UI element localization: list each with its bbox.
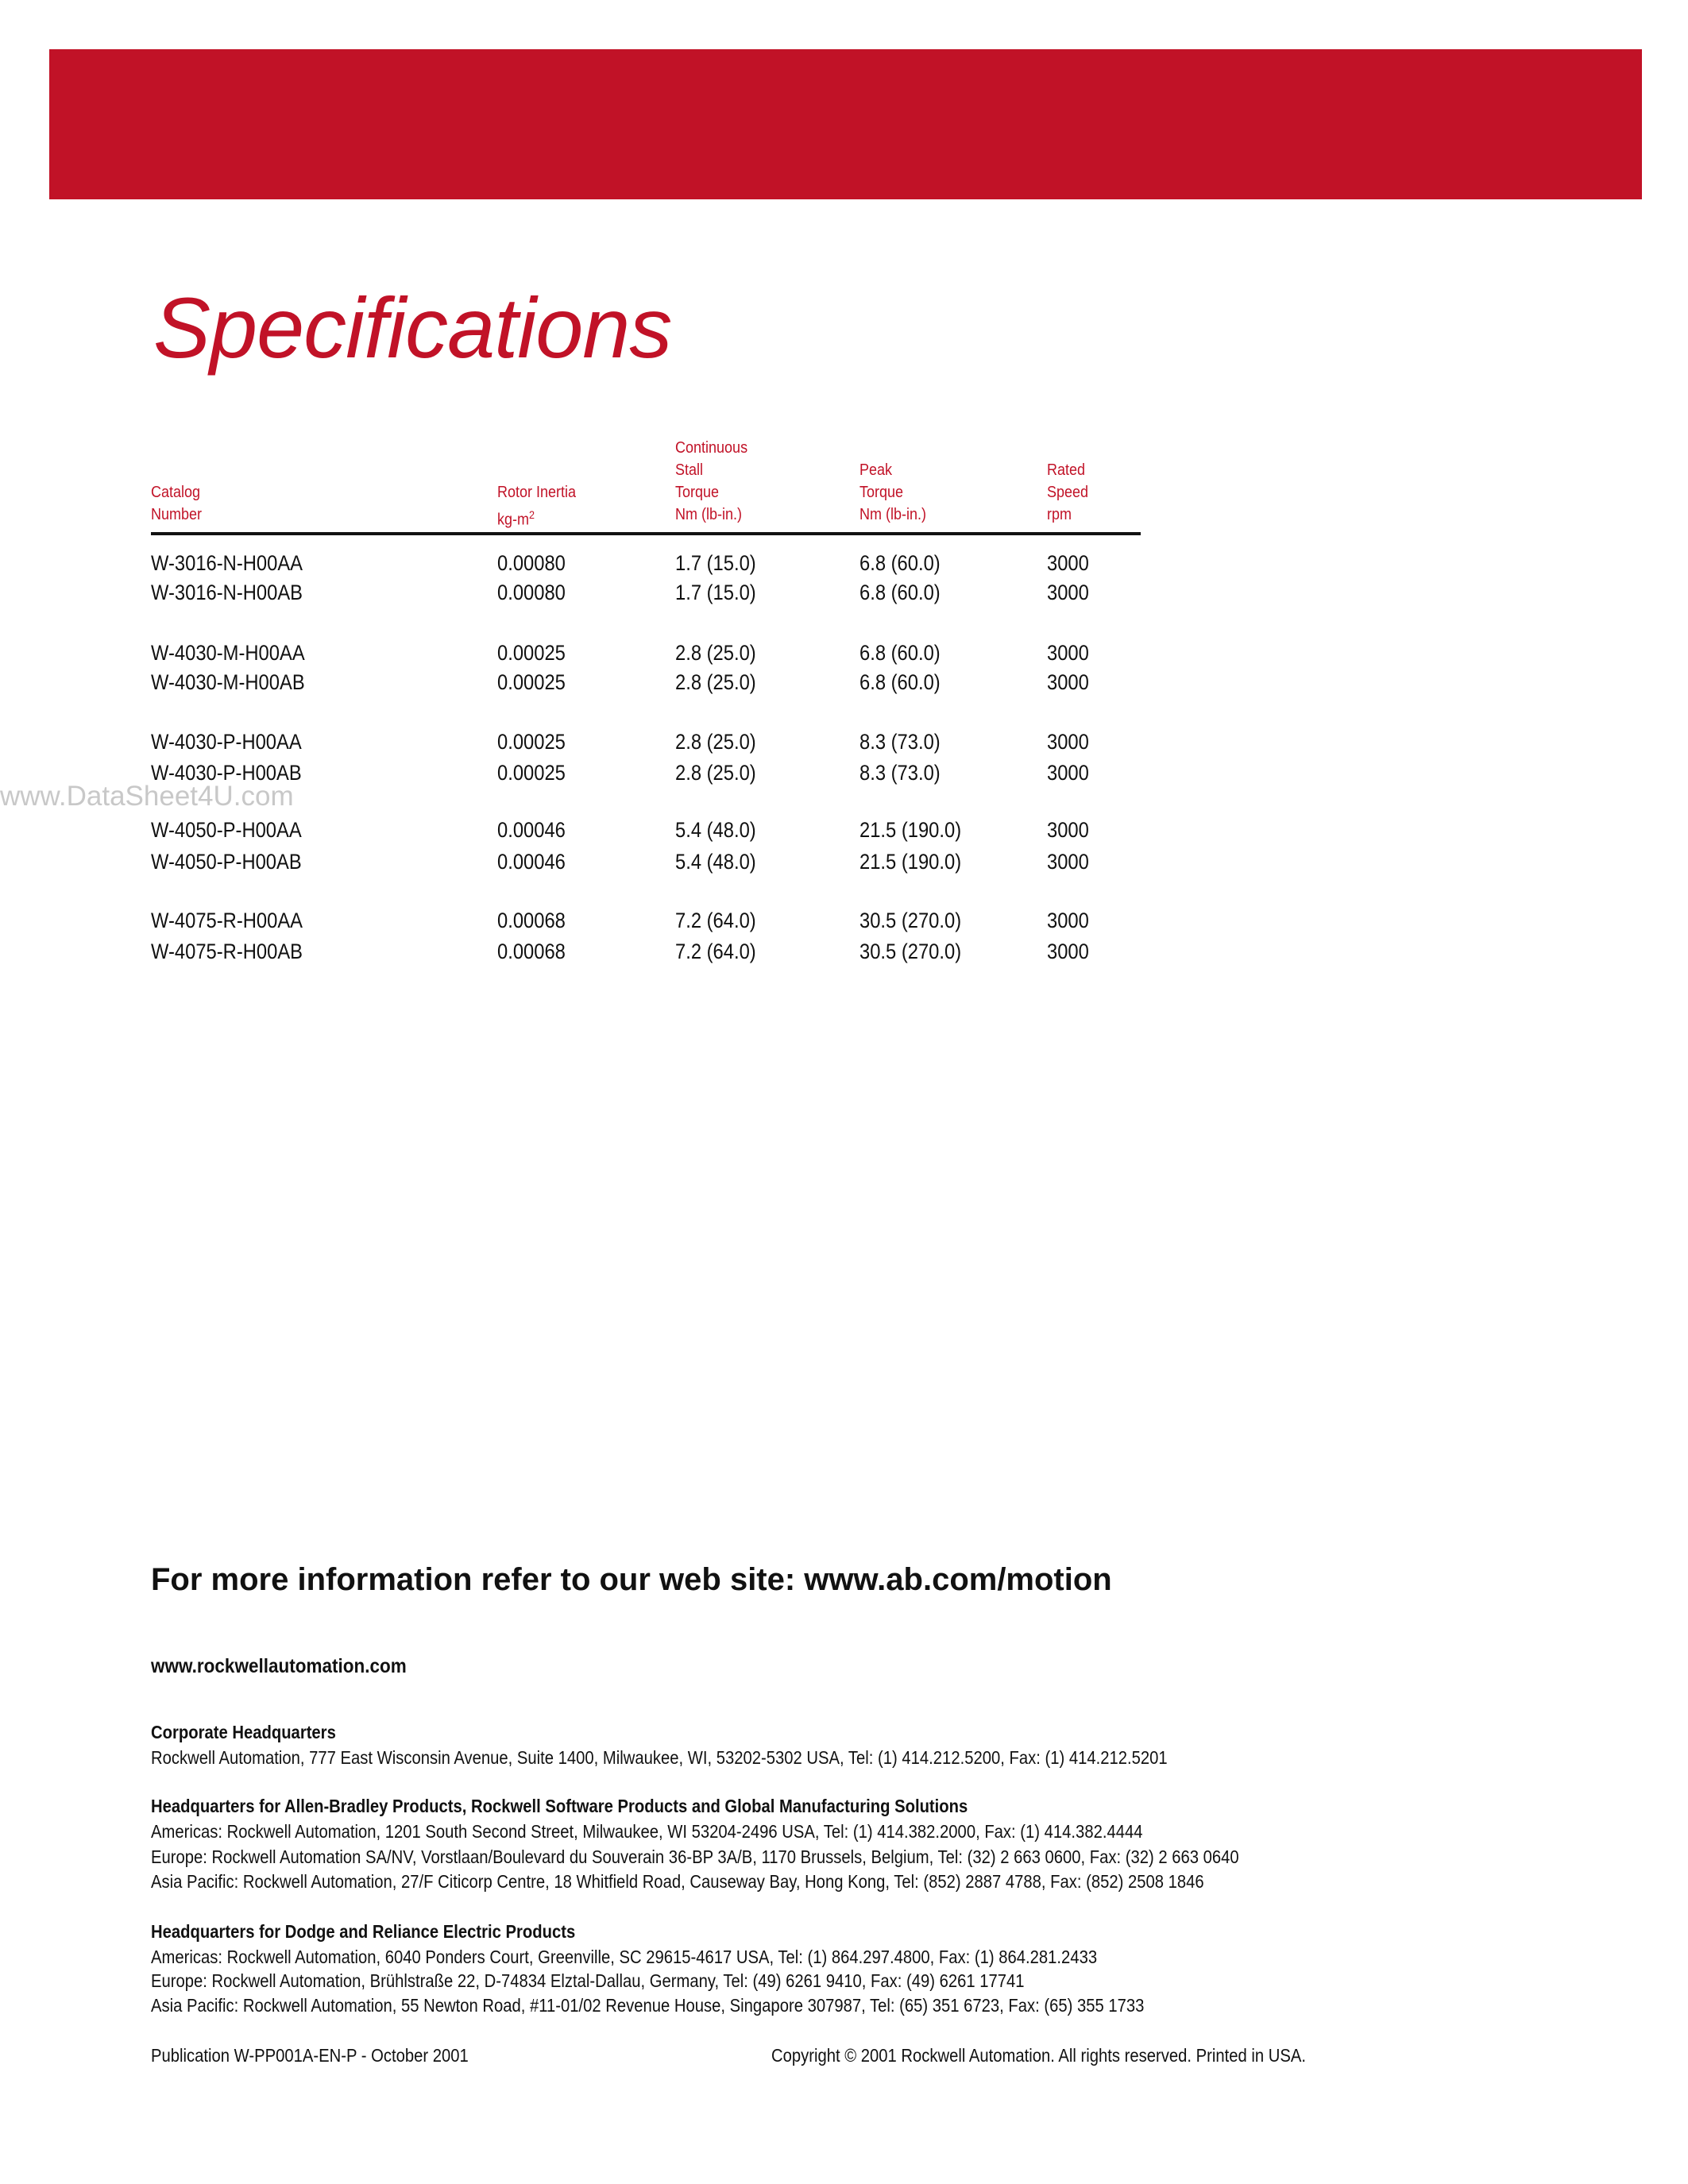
column-header-line: rpm — [1047, 506, 1072, 523]
rotor-inertia: 0.00025 — [497, 641, 566, 665]
peak-torque: 6.8 (60.0) — [859, 670, 941, 694]
ab_hq-heading: Headquarters for Allen-Bradley Products, Rockwell Software Products and Global Manufacturing Solutions — [151, 1796, 968, 1816]
rotor-inertia: 0.00068 — [497, 909, 566, 932]
catalog-number: W-4075-R-H00AA — [151, 909, 303, 932]
peak-torque: 8.3 (73.0) — [859, 730, 941, 754]
peak-torque: 8.3 (73.0) — [859, 761, 941, 785]
column-header-line: Continuous — [675, 439, 748, 457]
column-header-line: Rotor Inertia — [497, 484, 577, 501]
catalog-number: W-3016-N-H00AA — [151, 551, 303, 575]
catalog-number: W-4030-P-H00AB — [151, 761, 302, 785]
rated-speed: 3000 — [1047, 909, 1089, 932]
rated-speed: 3000 — [1047, 581, 1089, 604]
catalog-number: W-4030-M-H00AB — [151, 670, 305, 694]
stall-torque: 1.7 (15.0) — [675, 581, 756, 604]
rated-speed: 3000 — [1047, 850, 1089, 874]
peak-torque: 21.5 (190.0) — [859, 818, 962, 842]
page-title: Specifications — [153, 280, 672, 376]
rotor-inertia: 0.00025 — [497, 761, 566, 785]
ab_hq-line: Asia Pacific: Rockwell Automation, 27/F Citicorp Centre, 18 Whitfield Road, Causeway Bay, Hong Kong, Tel: (852) 2887 4788, Fax: (852) 2508 1846 — [151, 1871, 1204, 1892]
rotor-inertia: 0.00046 — [497, 818, 566, 842]
peak-torque: 6.8 (60.0) — [859, 581, 941, 604]
stall-torque: 2.8 (25.0) — [675, 641, 756, 665]
stall-torque: 5.4 (48.0) — [675, 818, 756, 842]
stall-torque: 7.2 (64.0) — [675, 940, 756, 963]
dodge_hq-line: Americas: Rockwell Automation, 6040 Ponders Court, Greenville, SC 29615-4617 USA, Tel: (1) 864.297.4800, Fax: (1) 864.281.2433 — [151, 1947, 1098, 1967]
peak-torque: 6.8 (60.0) — [859, 551, 941, 575]
column-header-line: Number — [151, 506, 203, 523]
catalog-number: W-4030-M-H00AA — [151, 641, 305, 665]
stall-torque: 1.7 (15.0) — [675, 551, 756, 575]
dodge_hq-line: Europe: Rockwell Automation, Brühlstraße 22, D-74834 Elztal-Dallau, Germany, Tel: (49) 6261 9410, Fax: (49) 6261 17741 — [151, 1970, 1025, 1991]
rated-speed: 3000 — [1047, 551, 1089, 575]
ab_hq-line: Europe: Rockwell Automation SA/NV, Vorstlaan/Boulevard du Souverain 36-BP 3A/B, 1170 Brussels, Belgium, Tel: (32) 2 663 0600, Fax: (32) 2 663 0640 — [151, 1846, 1239, 1867]
peak-torque: 21.5 (190.0) — [859, 850, 962, 874]
corporate-heading: Corporate Headquarters — [151, 1722, 336, 1742]
dodge_hq-line: Asia Pacific: Rockwell Automation, 55 Newton Road, #11-01/02 Revenue House, Singapore 307987, Tel: (65) 351 6723, Fax: (65) 355 1733 — [151, 1995, 1145, 2016]
column-header-line: Stall — [675, 461, 704, 479]
header-band — [49, 49, 1642, 199]
dodge_hq-heading: Headquarters for Dodge and Reliance Electric Products — [151, 1921, 576, 1942]
rated-speed: 3000 — [1047, 670, 1089, 694]
publication-number: Publication W-PP001A-EN-P - October 2001 — [151, 2045, 469, 2066]
column-header-line: Catalog — [151, 484, 201, 501]
rated-speed: 3000 — [1047, 641, 1089, 665]
peak-torque: 6.8 (60.0) — [859, 641, 941, 665]
rotor-inertia: 0.00080 — [497, 551, 566, 575]
stall-torque: 7.2 (64.0) — [675, 909, 756, 932]
column-header-line: Nm (lb-in.) — [675, 506, 743, 523]
stall-torque: 2.8 (25.0) — [675, 761, 756, 785]
ab_hq-line: Americas: Rockwell Automation, 1201 South Second Street, Milwaukee, WI 53204-2496 USA, Tel: (1) 414.382.2000, Fax: (1) 414.382.4444 — [151, 1821, 1143, 1842]
rated-speed: 3000 — [1047, 818, 1089, 842]
watermark: www.DataSheet4U.com — [0, 781, 294, 812]
stall-torque: 2.8 (25.0) — [675, 730, 756, 754]
catalog-number: W-4050-P-H00AB — [151, 850, 302, 874]
rated-speed: 3000 — [1047, 730, 1089, 754]
superscript: 2 — [529, 508, 535, 521]
rotor-inertia: 0.00080 — [497, 581, 566, 604]
header-rule — [151, 532, 1141, 535]
catalog-number: W-4050-P-H00AA — [151, 818, 302, 842]
copyright: Copyright © 2001 Rockwell Automation. All rights reserved. Printed in USA. — [771, 2045, 1307, 2066]
website-link[interactable]: www.rockwellautomation.com — [151, 1655, 407, 1677]
column-header-line: Rated — [1047, 461, 1086, 479]
rated-speed: 3000 — [1047, 761, 1089, 785]
catalog-number: W-4075-R-H00AB — [151, 940, 303, 963]
column-header-line: Speed — [1047, 484, 1089, 501]
more-info-heading: For more information refer to our web site: www.ab.com/motion — [151, 1562, 1112, 1597]
peak-torque: 30.5 (270.0) — [859, 940, 962, 963]
rotor-inertia: 0.00068 — [497, 940, 566, 963]
stall-torque: 2.8 (25.0) — [675, 670, 756, 694]
rotor-inertia: 0.00025 — [497, 730, 566, 754]
column-header-line: Torque — [859, 484, 904, 501]
column-header-line: Peak — [859, 461, 893, 479]
rotor-inertia: 0.00025 — [497, 670, 566, 694]
catalog-number: W-3016-N-H00AB — [151, 581, 303, 604]
column-header-line: Torque — [675, 484, 720, 501]
column-header-line: Nm (lb-in.) — [859, 506, 927, 523]
catalog-number: W-4030-P-H00AA — [151, 730, 302, 754]
peak-torque: 30.5 (270.0) — [859, 909, 962, 932]
stall-torque: 5.4 (48.0) — [675, 850, 756, 874]
rotor-inertia: 0.00046 — [497, 850, 566, 874]
corporate-line: Rockwell Automation, 777 East Wisconsin Avenue, Suite 1400, Milwaukee, WI, 53202-5302 USA, Tel: (1) 414.212.5200, Fax: (1) 414.212.5201 — [151, 1747, 1168, 1768]
column-header-line: $kg-m^2$ — [497, 508, 535, 529]
rated-speed: 3000 — [1047, 940, 1089, 963]
